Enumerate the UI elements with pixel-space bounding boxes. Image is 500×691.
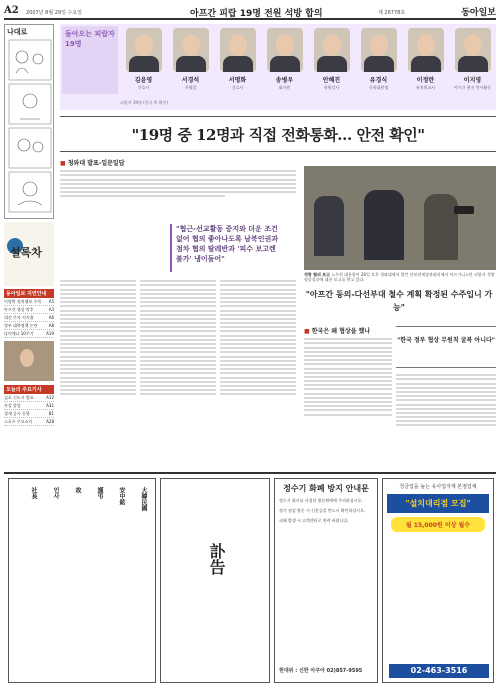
ad-phone-number: 02-463-3516 xyxy=(389,664,489,678)
issue-date: 2007년 8월 29일 수요일 xyxy=(26,10,83,16)
index-item-page: A8 xyxy=(48,323,54,328)
notice-title: 정수기 화폐 방지 안내문 xyxy=(283,484,369,493)
notice-contact: 현대위 : 신한 아쿠아 02)857-9595 xyxy=(279,668,363,674)
subhead-why: ■ 한국은 왜 협상을 했나 xyxy=(304,328,371,335)
index-item-label: 아프간 협상 막후 xyxy=(4,307,34,312)
index-item[interactable] xyxy=(4,418,54,426)
phone-icon xyxy=(454,206,474,214)
page-number: A2 xyxy=(4,5,19,16)
hostage-portrait xyxy=(214,28,261,100)
index-item-label: 이명박 정치행보 주목 xyxy=(4,299,42,304)
portrait-photo xyxy=(408,28,444,72)
index-item-page: A28 xyxy=(46,419,54,424)
index-title: 동아일보 지면안내 xyxy=(4,289,54,298)
hostage-banner xyxy=(60,24,496,110)
index-item-page: A5 xyxy=(48,299,54,304)
index-box-2 xyxy=(4,385,54,426)
advertisement-section xyxy=(4,472,496,687)
hostage-affiliation: 학원강사 xyxy=(323,85,340,90)
index-item-label: 다이애나 10주기 xyxy=(4,331,34,336)
portrait-face xyxy=(20,349,34,367)
hostage-name: 송병우 xyxy=(275,77,294,84)
condolence-text: 故 xyxy=(74,487,81,493)
ad-headline: "설치대리점 모집" xyxy=(387,494,489,513)
hostage-portrait xyxy=(261,28,308,100)
hostage-name: 유경식 xyxy=(369,77,388,84)
notice-item: 정기 점검 방문 시 신분증을 반드시 확인하십시오. xyxy=(279,508,366,513)
diana-photo xyxy=(4,341,54,381)
hostage-portrait xyxy=(308,28,355,100)
hostage-name: 서명화 xyxy=(228,77,247,84)
hostage-faces xyxy=(120,28,496,100)
pull-quote: "협근-선교활동 중지와 더운 조건 없어 협의 좋아나도록 남북인권과 점차 협의 탈레반과 '피수 보고렌 불가' 냉이돌어" xyxy=(170,224,282,272)
index-item-label: 경제 증시 동향 xyxy=(4,411,30,416)
index-item-label: 스포츠 주요소식 xyxy=(4,419,33,424)
cartoon-title: 나대로 xyxy=(7,28,28,36)
article-col-2 xyxy=(140,278,216,464)
cartoon-illustration xyxy=(8,39,52,215)
secondary-quote: "아프간 동의-다선부대 철수 계획 확정된 수주입니 가능" xyxy=(305,289,493,312)
seolchon-column-banner xyxy=(4,222,54,286)
index-item-label: 대선 주자 지지율 xyxy=(4,315,34,320)
newspaper-logo: 동아일보 xyxy=(461,8,496,18)
meeting-photo xyxy=(304,166,496,270)
dealer-recruitment-ad xyxy=(382,478,494,683)
index-item[interactable] xyxy=(4,298,54,306)
hostage-name: 서경석 xyxy=(181,77,200,84)
index-list xyxy=(4,298,54,338)
index-item-page: B1 xyxy=(48,411,54,416)
article-col-1 xyxy=(60,278,136,464)
article-col-5 xyxy=(396,372,496,464)
condolence-text: 安中鉉 xyxy=(118,487,125,505)
hostage-portrait xyxy=(167,28,214,100)
index-item-page: A6 xyxy=(48,315,54,320)
index-item[interactable] xyxy=(4,314,54,322)
index-item[interactable] xyxy=(4,306,54,314)
index-item-page: A12 xyxy=(46,395,54,400)
notice-item: 피해 발생 시 고객센터로 연락 바랍니다. xyxy=(279,518,349,523)
article-col-4 xyxy=(304,336,392,464)
hostage-affiliation: 자영업 xyxy=(184,85,197,90)
index-item[interactable] xyxy=(4,394,54,402)
condolence-text: 社長 xyxy=(30,487,37,499)
article-subhead: ■ 청와대 발표-일문일답 xyxy=(60,160,125,167)
portrait-photo xyxy=(173,28,209,72)
obituary-ad xyxy=(160,478,270,683)
person-silhouette xyxy=(314,196,344,256)
condolence-text: 大韓民國 xyxy=(140,487,147,511)
hostage-name: 이지영 xyxy=(463,77,482,84)
cartoon-box xyxy=(4,24,54,219)
square-bullet-icon: ■ xyxy=(304,328,312,335)
article-lead xyxy=(60,168,296,220)
condolence-text: 謹弔 xyxy=(96,487,103,499)
index-list-2 xyxy=(4,394,54,426)
index-title-2: 오늘의 주요기사 xyxy=(4,385,54,394)
hostage-name: 김윤영 xyxy=(134,77,153,84)
banner-caption: 피랍자 19명 (한국 측 확인) xyxy=(120,100,169,105)
condolence-text: 인사 xyxy=(52,487,59,499)
index-item-page: A31 xyxy=(46,403,54,408)
hostage-affiliation: 아프간 현지 봉사활동 xyxy=(453,85,492,90)
index-item[interactable] xyxy=(4,330,54,338)
portrait-photo xyxy=(455,28,491,72)
main-headline: "19명 중 12명과 직접 전화통화… 안전 확인" xyxy=(60,116,496,152)
left-column xyxy=(4,24,54,424)
hostage-portrait xyxy=(120,28,167,100)
water-purifier-notice-ad xyxy=(274,478,378,683)
issue-number: 제 26778호 xyxy=(378,10,406,16)
hostage-affiliation: 신학대원생 xyxy=(368,85,389,90)
hostage-name: 이정란 xyxy=(416,77,435,84)
page-header xyxy=(4,4,496,20)
hostage-affiliation: 간호사 xyxy=(137,85,150,90)
ad-top-text: 청금업을 높는 유사업자계 본점업체 xyxy=(399,484,477,490)
portrait-photo xyxy=(361,28,397,72)
index-box xyxy=(4,289,54,338)
portrait-photo xyxy=(267,28,303,72)
hostage-affiliation: 유치원교사 xyxy=(415,85,436,90)
index-item-label: 정부 대북정책 논란 xyxy=(4,323,38,328)
hostage-name: 안혜진 xyxy=(322,77,341,84)
index-item[interactable] xyxy=(4,410,54,418)
condolence-ad xyxy=(8,478,156,683)
index-item-label: 김포 신도시 발표 xyxy=(4,395,34,400)
section-title: 아프간 피랍 19명 전원 석방 합의 xyxy=(190,9,323,19)
portrait-photo xyxy=(220,28,256,72)
sidebar-quote: "한국 정부 협상 무원칙 굴복 아니다" xyxy=(396,326,496,368)
square-bullet-icon: ■ xyxy=(60,160,68,167)
notice-item: 정수기 회사를 사칭한 방문판매에 주의하십시오. xyxy=(279,498,363,503)
portrait-photo xyxy=(314,28,350,72)
seolchon-title: 설록차 xyxy=(10,246,42,259)
hostage-affiliation: 회사원 xyxy=(278,85,291,90)
hostage-portrait xyxy=(449,28,496,100)
index-item-page: A3 xyxy=(48,307,54,312)
hostage-portrait xyxy=(355,28,402,100)
index-item[interactable] xyxy=(4,402,54,410)
person-silhouette xyxy=(364,190,404,260)
ad-income-badge: 월 15,000원 이상 월수 xyxy=(391,517,485,532)
index-item[interactable] xyxy=(4,322,54,330)
obituary-title: 訃告 xyxy=(207,543,226,575)
article-col-3 xyxy=(220,278,296,464)
photo-caption: 석방 협의 보고 노무현 대통령이 28일 오후 청와대에서 열린 안보관계장관회의에서 아프가니스탄 피랍자 석방 협상결과에 대한 보고를 받고 있다. xyxy=(304,272,495,282)
index-item-page: A19 xyxy=(46,331,54,336)
hostage-affiliation: 간호사 xyxy=(231,85,244,90)
index-item-label: 사설 칼럼 xyxy=(4,403,21,408)
portrait-photo xyxy=(126,28,162,72)
notice-items xyxy=(279,498,373,524)
person-silhouette xyxy=(424,194,458,260)
hostage-portrait xyxy=(402,28,449,100)
banner-intro: 돌아오는 피랍자 19명 xyxy=(62,26,118,94)
